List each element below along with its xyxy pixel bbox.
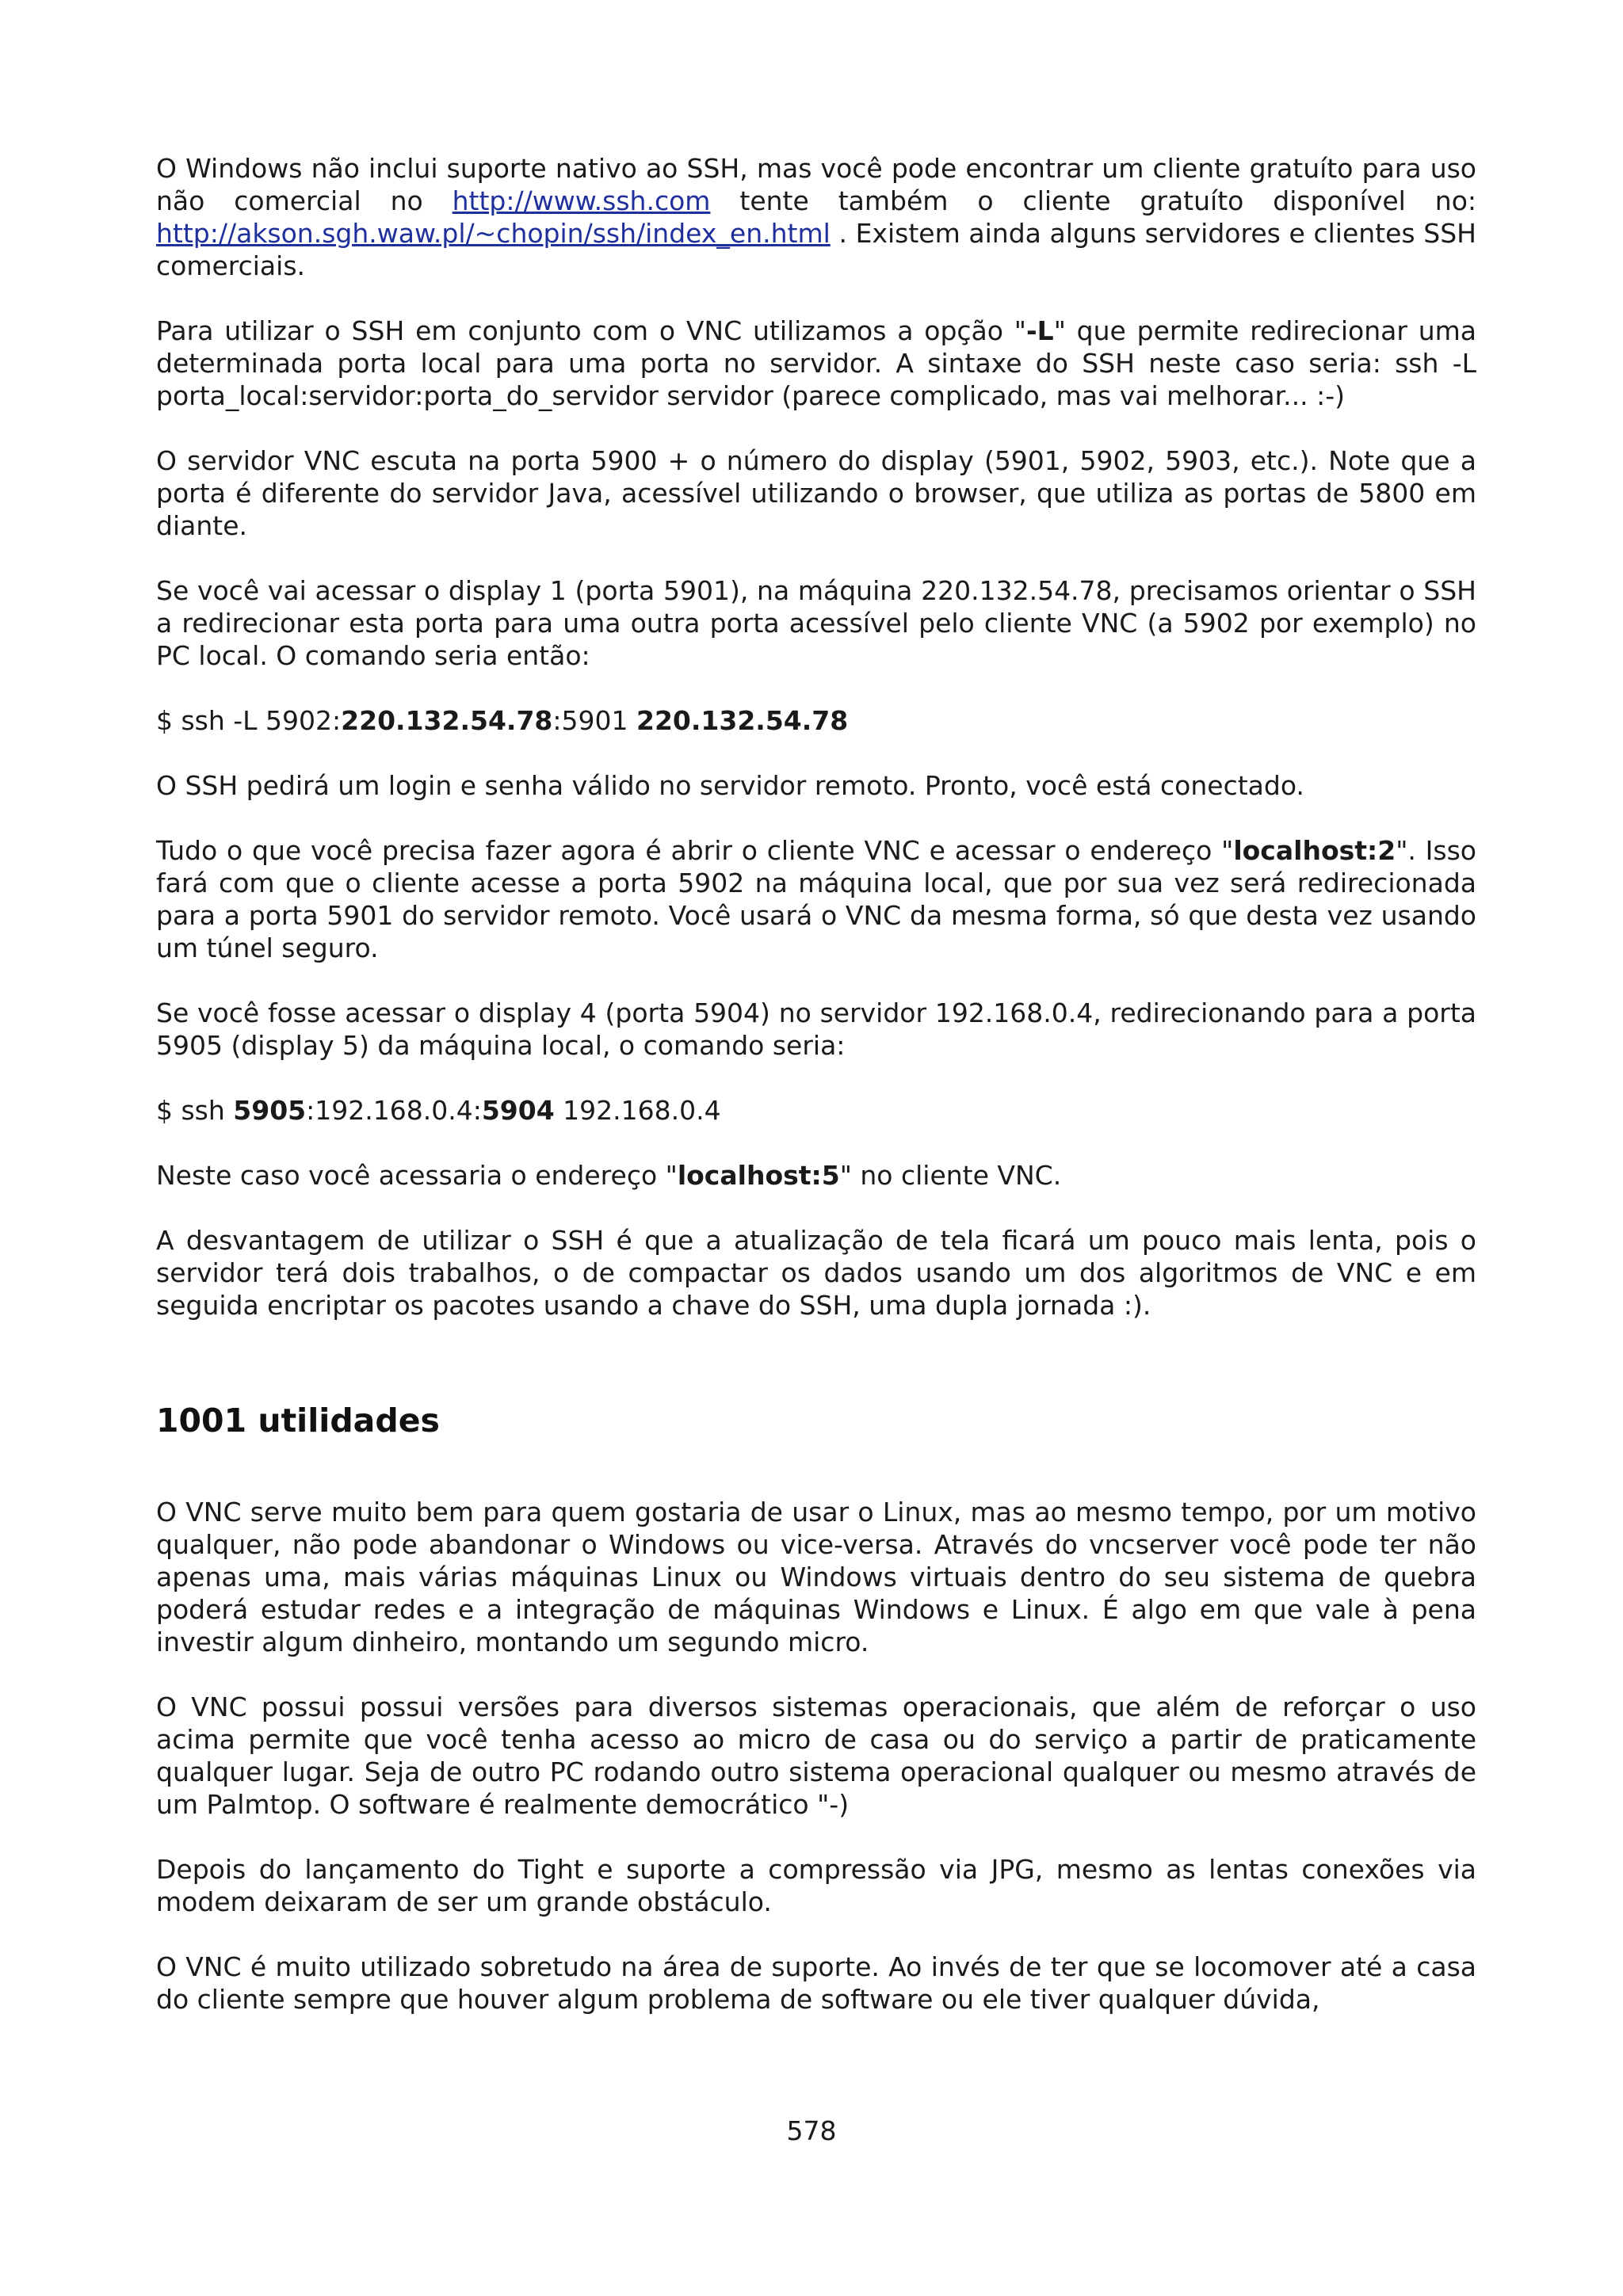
ssh-com-link[interactable]: http://www.ssh.com	[452, 185, 711, 216]
paragraph-localhost-2	[156, 834, 1476, 964]
paragraph-tight: Depois do lançamento do Tight e suporte a compressão via JPG, mesmo as lentas conexões via modem deixaram de ser um grande obstáculo.	[156, 1854, 1476, 1917]
paragraph-vnc-port: O servidor VNC escuta na porta 5900 + o número do display (5901, 5902, 5903, etc.). Note que a porta é diferente do servidor Java, acessível utilizando o browser, que utiliza as portas de 5800 em diante.	[156, 445, 1476, 541]
page-number: 578	[786, 2115, 837, 2146]
text-span: . Existem ainda alguns servidores e clientes SSH comerciais.	[156, 218, 1476, 281]
bold-text: 220.132.54.78	[341, 705, 553, 736]
text-span: ". Isso fará com que o cliente acesse a porta 5902 na máquina local, que por sua vez será redirecionada para a porta 5901 do servidor remoto. Você usará o VNC da mesma forma, só que desta vez usando um túnel seguro.	[156, 835, 1476, 963]
text-span: tente também o cliente gratuíto disponível no:	[710, 185, 1476, 216]
paragraph-display-1: Se você vai acessar o display 1 (porta 5901), na máquina 220.132.54.78, precisamos orientar o SSH a redirecionar esta porta para uma outra porta acessível pelo cliente VNC (a 5902 por exemplo) no PC local. O comando seria então:	[156, 575, 1476, 671]
text-span: :192.168.0.4:	[306, 1095, 482, 1126]
command-line-1	[156, 704, 1476, 737]
akson-link[interactable]: http://akson.sgh.waw.pl/~chopin/ssh/index_en.html	[156, 218, 831, 249]
bold-text: 5905	[233, 1095, 307, 1126]
text-span: $ ssh	[156, 1095, 234, 1126]
paragraph-vnc-versions: O VNC possui possui versões para diversos sistemas operacionais, que além de reforçar o uso acima permite que você tenha acesso ao micro de casa ou do serviço a partir de praticamente qualquer lugar. Seja de outro PC rodando outro sistema operacional qualquer ou mesmo através de um Palmtop. O software é realmente democrático "-)	[156, 1691, 1476, 1820]
text-span: Neste caso você acessaria o endereço "	[156, 1160, 678, 1191]
bold-text: -L	[1025, 315, 1054, 346]
text-span: 192.168.0.4	[554, 1095, 721, 1126]
text-span: O Windows não inclui suporte nativo ao SSH, mas você pode encontrar um cliente gratuíto para uso não comercial no	[156, 153, 1476, 216]
text-span: Tudo o que você precisa fazer agora é abrir o cliente VNC e acessar o endereço "	[156, 835, 1234, 866]
text-span: Para utilizar o SSH em conjunto com o VNC utilizamos a opção "	[156, 315, 1026, 346]
bold-text: 220.132.54.78	[636, 705, 849, 736]
page-body	[156, 152, 1476, 2016]
paragraph-vnc-linux: O VNC serve muito bem para quem gostaria de usar o Linux, mas ao mesmo tempo, por um motivo qualquer, não pode abandonar o Windows ou vice-versa. Através do vncserver você pode ter não apenas uma, mais várias máquinas Linux ou Windows virtuais dentro do seu sistema de quebra poderá estudar redes e a integração de máquinas Windows e Linux. É algo em que vale à pena investir algum dinheiro, montando um segundo micro.	[156, 1497, 1476, 1657]
paragraph-support: O VNC é muito utilizado sobretudo na área de suporte. Ao invés de ter que se locomover até a casa do cliente sempre que houver algum problema de software ou ele tiver qualquer dúvida,	[156, 1951, 1476, 2015]
bold-text: localhost:5	[677, 1160, 840, 1191]
paragraph-disadvantage: A desvantagem de utilizar o SSH é que a atualização de tela ficará um pouco mais lenta, pois o servidor terá dois trabalhos, o de compactar os dados usando um dos algoritmos de VNC e em seguida encriptar os pacotes usando a chave do SSH, uma dupla jornada :).	[156, 1225, 1476, 1321]
command-line-2	[156, 1094, 1476, 1127]
paragraph-ssh-windows	[156, 152, 1476, 282]
text-span: " no cliente VNC.	[839, 1160, 1062, 1191]
text-span: $ ssh -L 5902:	[156, 705, 342, 736]
text-span: " que permite redirecionar uma determinada porta local para uma porta no servidor. A sintaxe do SSH neste caso seria: ssh -L porta_local:servidor:porta_do_servidor servidor (parece complicado, mas vai melhorar... :-)	[156, 315, 1476, 411]
bold-text: 5904	[481, 1095, 555, 1126]
paragraph-login: O SSH pedirá um login e senha válido no servidor remoto. Pronto, você está conectado.	[156, 770, 1304, 801]
paragraph-localhost-5	[156, 1159, 1476, 1192]
section-heading: 1001 utilidades	[156, 1402, 440, 1440]
text-span: :5901	[552, 705, 636, 736]
paragraph-display-4: Se você fosse acessar o display 4 (porta 5904) no servidor 192.168.0.4, redirecionando para a porta 5905 (display 5) da máquina local, o comando seria:	[156, 997, 1476, 1061]
paragraph-ssh-vnc	[156, 315, 1476, 412]
bold-text: localhost:2	[1233, 835, 1396, 866]
